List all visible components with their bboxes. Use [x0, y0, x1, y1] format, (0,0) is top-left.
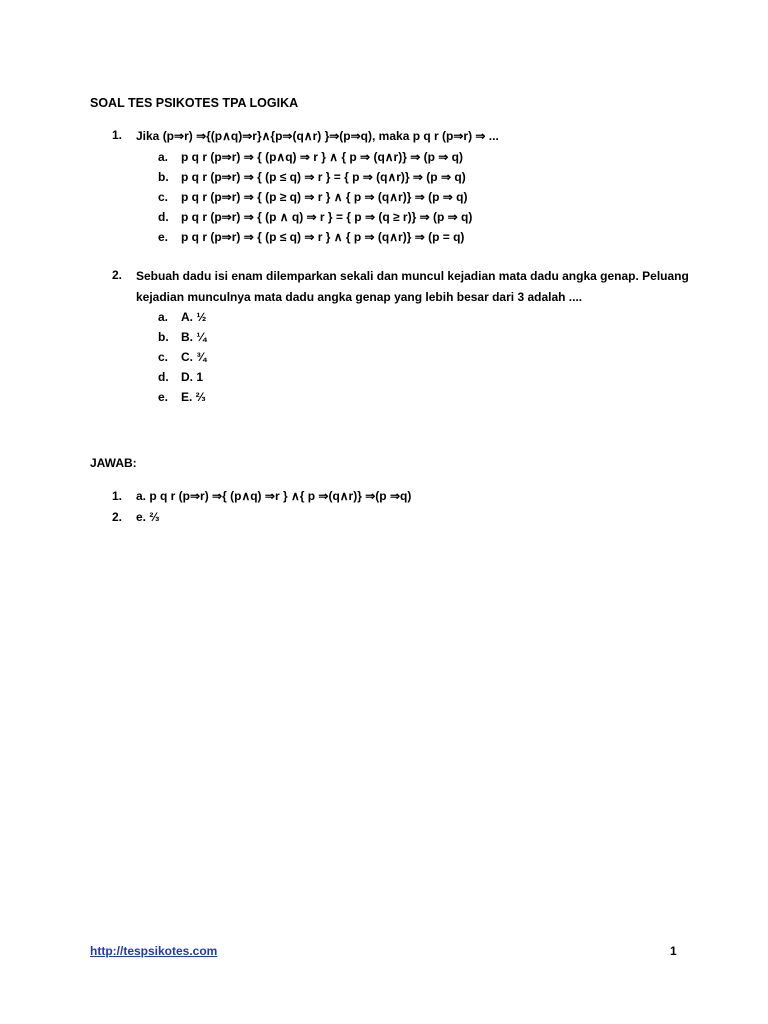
- question-number: 2.: [112, 268, 123, 282]
- option-letter: e.: [158, 390, 169, 404]
- option-b: [158, 327, 206, 347]
- option-letter: c.: [158, 190, 169, 204]
- option-letter: b.: [158, 330, 169, 344]
- option-letter: c.: [158, 350, 169, 364]
- option-text: p q r (p⇒r) ⇒ { (p ∧ q) ⇒ r } = { p ⇒ (q ≥ r)} ⇒ (p ⇒ q): [181, 210, 473, 224]
- option-letter: b.: [158, 170, 169, 184]
- option-text: B. ¼: [181, 330, 207, 344]
- option-letter: a.: [158, 310, 169, 324]
- answer-text: a. p q r (p⇒r) ⇒{ (p∧q) ⇒r } ∧{ p ⇒(q∧r)} ⇒(p ⇒q): [136, 489, 412, 503]
- option-letter: e.: [158, 230, 169, 244]
- option-text: E. ⅔: [181, 390, 206, 404]
- answer-2: [112, 507, 159, 527]
- option-d: [158, 207, 472, 227]
- option-letter: a.: [158, 150, 169, 164]
- option-d: [158, 367, 203, 387]
- question-text: Sebuah dadu isi enam dilemparkan sekali dan muncul kejadian mata dadu angka genap. Peluang kejadian munculnya mata dadu angka genap yang lebih besar dari 3 adalah ....: [136, 269, 689, 304]
- option-text: p q r (p⇒r) ⇒ { (p ≥ q) ⇒ r } ∧ { p ⇒ (q∧r)} ⇒ (p ⇒ q): [181, 190, 468, 204]
- jawab-title: JAWAB:: [90, 456, 137, 470]
- answer-1: [112, 486, 411, 506]
- option-letter: d.: [158, 210, 169, 224]
- option-a: [158, 307, 206, 327]
- page-number: 1: [670, 944, 677, 958]
- option-text: p q r (p⇒r) ⇒ { (p∧q) ⇒ r } ∧ { p ⇒ (q∧r)} ⇒ (p ⇒ q): [181, 150, 463, 164]
- answer-number: 1.: [112, 489, 123, 503]
- option-e: [158, 227, 464, 247]
- option-text: A. ½: [181, 310, 207, 324]
- page-title: SOAL TES PSIKOTES TPA LOGIKA: [90, 96, 299, 110]
- option-c: [158, 187, 467, 207]
- option-c: [158, 347, 206, 367]
- option-a: [158, 147, 463, 167]
- option-letter: d.: [158, 370, 169, 384]
- footer-link[interactable]: http://tespsikotes.com: [90, 944, 218, 958]
- question-text: Jika (p⇒r) ⇒{(p∧q)⇒r}∧{p⇒(q∧r) }⇒(p⇒q), maka p q r (p⇒r) ⇒ ...: [136, 129, 499, 143]
- question-number: 1.: [112, 128, 123, 142]
- answer-number: 2.: [112, 510, 123, 524]
- option-e: [158, 387, 206, 407]
- option-text: C. ¾: [181, 350, 207, 364]
- option-b: [158, 167, 466, 187]
- option-text: p q r (p⇒r) ⇒ { (p ≤ q) ⇒ r } = { p ⇒ (q∧r)} ⇒ (p ⇒ q): [181, 170, 466, 184]
- option-text: D. 1: [181, 370, 204, 384]
- option-text: p q r (p⇒r) ⇒ { (p ≤ q) ⇒ r } ∧ { p ⇒ (q∧r)} ⇒ (p = q): [181, 230, 465, 244]
- answer-text: e. ⅔: [136, 510, 160, 524]
